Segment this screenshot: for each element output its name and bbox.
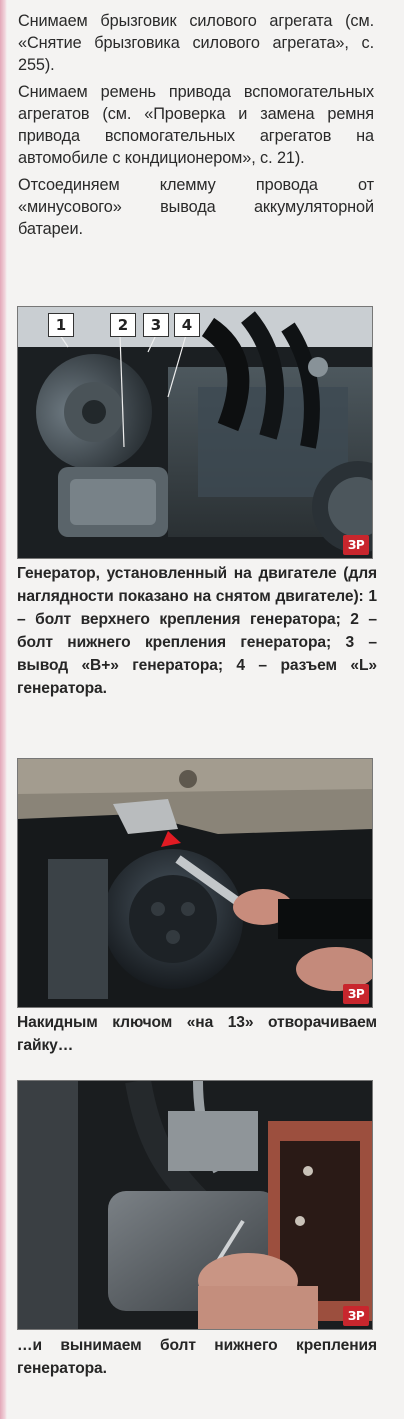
callout-3: 3	[143, 313, 169, 337]
wrench-nut-photo	[17, 758, 373, 1008]
callout-1: 1	[48, 313, 74, 337]
callout-2: 2	[110, 313, 136, 337]
publisher-logo: ЗР	[343, 984, 369, 1004]
bolt-removal-photo	[17, 1080, 373, 1330]
figure-caption: Генератор, установленный на двигателе (для наглядности показано на снятом двигателе): 1 – болт верхнего крепления генератора; 2 – болт нижнего крепления генератора; 3 – вывод «В+» генератора; 4 – разъем «L» генератора.	[17, 565, 377, 697]
intro-text	[18, 10, 374, 245]
wrench-photo-illustration	[18, 759, 372, 1007]
callout-4: 4	[174, 313, 200, 337]
publisher-logo: ЗР	[343, 1306, 369, 1326]
intro-paragraph: Снимаем брызговик силового агрегата (см. «Снятие брызговика силового агрегата», с. 255).	[18, 12, 374, 74]
engine-photo-illustration	[18, 307, 372, 558]
figure-caption: Накидным ключом «на 13» отворачиваем гайку…	[17, 1014, 377, 1054]
page-edge-strip	[0, 0, 7, 1419]
bolt-photo-illustration	[18, 1081, 372, 1329]
generator-photo	[17, 306, 373, 559]
intro-paragraph: Отсоединяем клемму провода от «минусового» вывода аккумуляторной батареи.	[18, 176, 374, 238]
publisher-logo: ЗР	[343, 535, 369, 555]
intro-paragraph: Снимаем ремень привода вспомогательных агрегатов (см. «Проверка и замена ремня привода вспомогательных агрегатов на автомобиле с кондиционером», с. 21).	[18, 83, 374, 167]
figure-caption: …и вынимаем болт нижнего крепления генератора.	[17, 1337, 377, 1377]
